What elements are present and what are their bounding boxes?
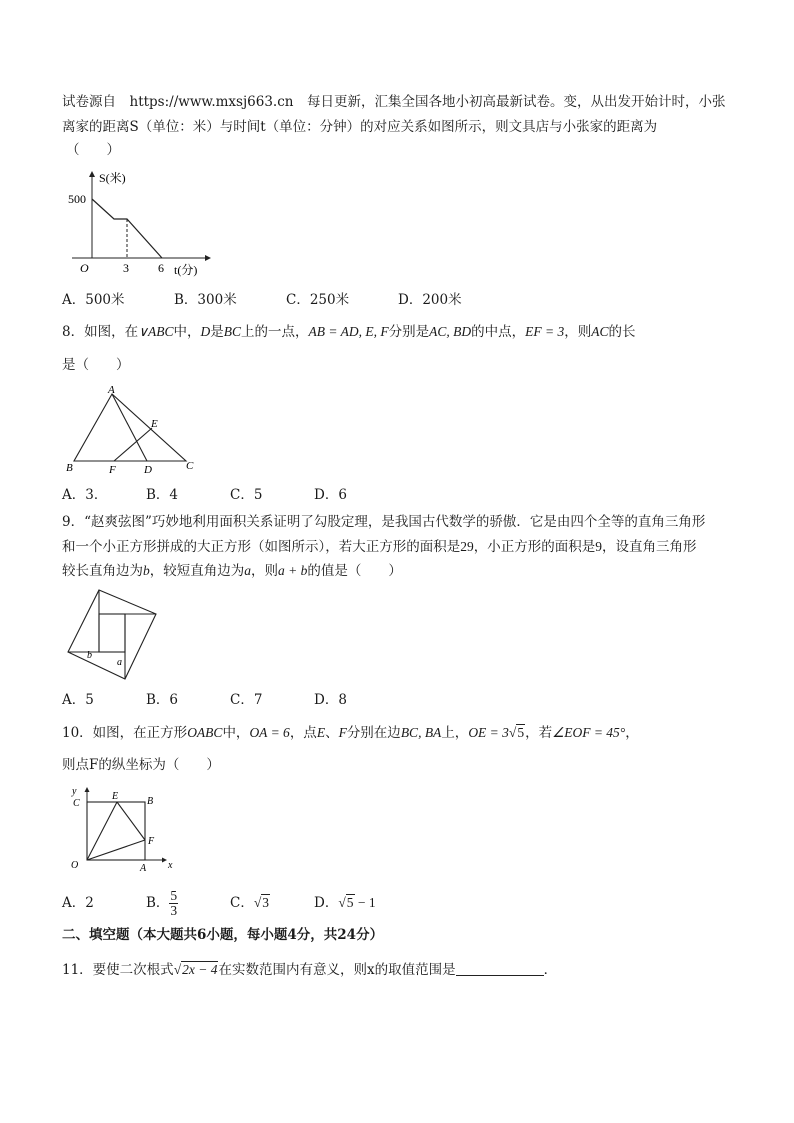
q10-label-c: C	[73, 798, 80, 809]
q7-origin: O	[80, 261, 89, 275]
q9-inner-square	[99, 614, 125, 652]
q10-label-a: A	[140, 863, 147, 874]
q7-x-tick-3: 3	[123, 261, 129, 275]
q8-label-c: C	[186, 460, 194, 472]
q7-options	[62, 290, 462, 310]
q8-line1: 8．如图，在∨ABC中，D是BC上的一点，AB = AD, E, F分别是AC, BD的中点，EF = 3，则AC的长	[62, 324, 636, 340]
q8-line2: 是（ ）	[62, 357, 130, 373]
q10-options	[62, 888, 376, 918]
q11-answer-blank[interactable]	[456, 961, 544, 976]
q9-line1: 9．“赵爽弦图”巧妙地利用面积关系证明了勾股定理，是我国古代数学的骄傲．它是由四个全等的直角三角形	[62, 514, 706, 530]
q7-option-d[interactable]: D．200米	[398, 292, 462, 308]
q10-square-figure	[62, 782, 182, 874]
q7-distance-time-graph	[62, 166, 222, 280]
q7-y-tick: 500	[68, 192, 86, 206]
q7-option-c[interactable]: C．250米	[286, 292, 350, 308]
q10-line1: 10．如图，在正方形OABC中，OA = 6，点E、F分别在边BC, BA上，OE = 3√5，若∠EOF = 45°，	[62, 725, 639, 741]
q7-y-label: S(米)	[99, 171, 126, 185]
q8-triangle-figure	[62, 385, 202, 475]
q10-label-y: y	[72, 786, 77, 797]
q8-label-a: A	[108, 385, 115, 396]
q10-label-f: F	[148, 836, 155, 847]
q10-option-c[interactable]: C．√3	[230, 895, 270, 911]
q9-label-a: a	[117, 657, 122, 668]
q10-label-b: B	[147, 796, 154, 807]
q9-option-d[interactable]: D．8	[314, 692, 347, 708]
q10-square-oabc	[87, 802, 145, 860]
q9-option-c[interactable]: C．7	[230, 692, 263, 708]
q9-label-b: b	[87, 650, 92, 661]
q7-x-tick-6: 6	[158, 261, 164, 275]
q8-options	[62, 485, 398, 505]
q10-label-o: O	[71, 860, 79, 871]
q11-line: 11．要使二次根式√2x − 4在实数范围内有意义，则x的取值范围是 ．	[62, 962, 558, 978]
q10-option-a[interactable]: A．2	[62, 895, 94, 911]
q9-option-b[interactable]: B．6	[146, 692, 179, 708]
q10-label-x: x	[168, 860, 173, 871]
q9-line2: 和一个小正方形拼成的大正方形（如图所示），若大正方形的面积是29，小正方形的面积是9，设直角三角形	[62, 539, 697, 555]
q8-option-a[interactable]: A．3．	[62, 487, 108, 503]
q10-label-e: E	[112, 791, 119, 802]
q9-line3: 较长直角边为b，较短直角边为a，则a + b的值是（ ）	[62, 563, 402, 579]
q7-line2: 离家的距离S（单位：米）与时间t（单位：分钟）的对应关系如图所示，则文具店与小张家的距离为	[62, 119, 658, 135]
q8-option-b[interactable]: B．4	[146, 487, 179, 503]
q9-zhao-shuang-figure	[62, 586, 162, 686]
q7-answer-paren: （ ）	[66, 142, 120, 158]
q7-option-a[interactable]: A．500米	[62, 292, 125, 308]
q9-outer-square	[68, 590, 156, 679]
q8-label-e: E	[151, 418, 158, 430]
q7-x-label: t(分)	[174, 263, 198, 277]
q8-label-d: D	[144, 464, 152, 475]
q8-segment-ad	[112, 394, 147, 461]
q10-option-d[interactable]: D．√5 − 1	[314, 895, 376, 911]
q10-line2: 则点F的纵坐标为（ ）	[62, 757, 220, 773]
q9-option-a[interactable]: A．5	[62, 692, 94, 708]
q8-label-b: B	[66, 462, 73, 474]
q7-option-b[interactable]: B．300米	[174, 292, 237, 308]
header-line: 试卷源自 https://www.mxsj663.cn 每日更新，汇集全国各地小初高最新试卷。变，从出发开始计时，小张	[62, 94, 726, 110]
q10-option-b[interactable]: B． $\frac{5}{3}$	[146, 888, 178, 918]
section-2-heading: 二、填空题（本大题共6小题，每小题4分，共24分）	[62, 927, 384, 943]
q9-options	[62, 690, 398, 710]
q8-label-f: F	[109, 464, 116, 475]
q10-segment-ef	[117, 802, 145, 840]
q8-option-d[interactable]: D．6	[314, 487, 347, 503]
q8-segment-fe	[114, 428, 152, 461]
q8-option-c[interactable]: C．5	[230, 487, 263, 503]
